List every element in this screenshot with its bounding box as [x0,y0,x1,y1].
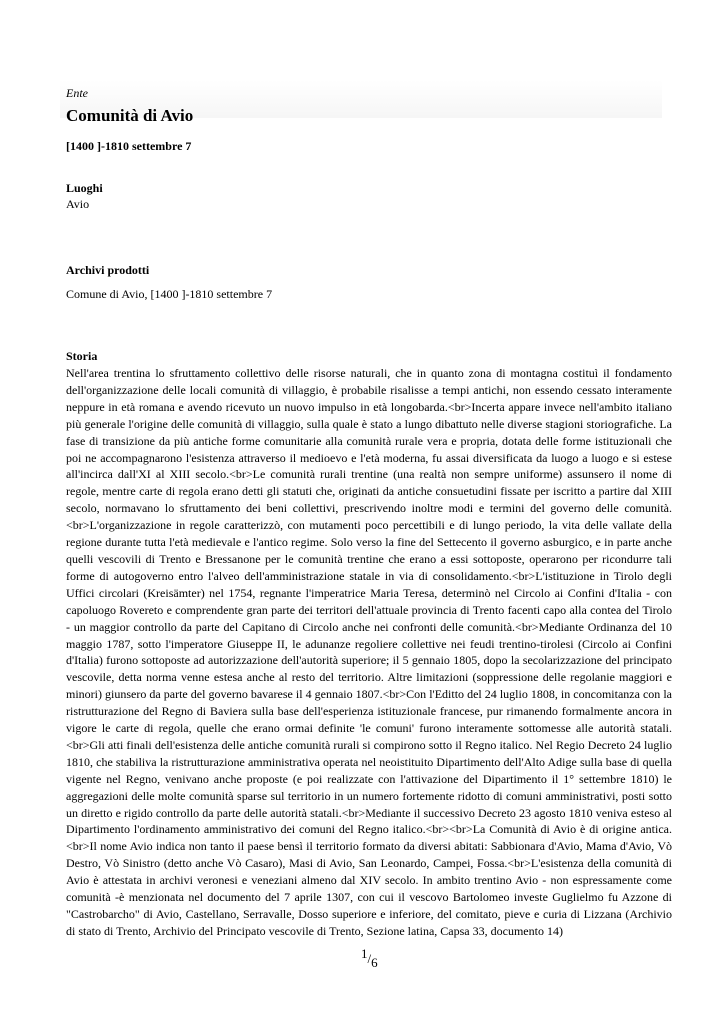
page-current: 1 [361,946,368,961]
places-value: Avio [66,197,90,211]
entity-title: Comunità di Avio [66,106,194,125]
page-separator: / [367,951,372,966]
entity-type-label: Ente [66,86,88,100]
places-heading: Luoghi [66,181,103,195]
page-total: 6 [371,955,378,970]
entity-dates: [1400 ]-1810 settembre 7 [66,139,192,153]
history-heading: Storia [66,349,98,363]
archives-value: Comune di Avio, [1400 ]-1810 settembre 7 [66,287,273,301]
archives-heading: Archivi prodotti [66,263,150,277]
page-number [361,946,378,970]
history-text: Nell'area trentina lo sfruttamento collettivo delle risorse naturali, che in quanto zona di montagna costituì il fondamento dell'organizzazione delle locali comunità di villaggio, è probabile risalisse a tempi antichi, non essendo cessato interamente neppure in età romana e avendo ricevuto un nuovo impulso in età longobarda.<br>Incerta appare invece nell'ambito italiano più generale l'origine delle comunità di villaggio, sulla quale è stato a lungo dibattuto nelle diverse stagioni storiografiche. La fase di transizione da più antiche forme comunitarie alla comunità rurale vera e propria, dotata delle forme istituzionali che poi ne accompagnarono l'esistenza attraverso il medioevo e l'età moderna, fu assai diversificata da luogo a luogo e si estese all'incirca dall'XI al XIII secolo.<br>Le comunità rurali trentine (una realtà non sempre uniforme) assunsero il nome di regole, mentre carte di regola erano detti gli statuti che, originati da antiche consuetudini fissate per iscritto a partire dal XIII secolo, normavano lo sfruttamento dei beni collettivi, prescrivendo inoltre modi e termini del governo delle comunità.<br>L'organizzazione in regole caratterizzò, con mutamenti poco percettibili e di lungo periodo, la vita delle vallate della regione durante tutta l'età medievale e l'antico regime. Solo verso la fine del Settecento il governo asburgico, e in parte anche quelli vescovili di Trento e Bressanone per le comunità trentine che erano a essi sottoposte, operarono per ricondurre tali forme di autogoverno entro l'alveo dell'amministrazione statale in via di consolidamento.<br>L'istituzione in Tirolo degli Uffici circolari (Kreisämter) nel 1754, regnante l'imperatrice Maria Teresa, determinò nel Circolo ai Confini d'Italia - con capoluogo Rovereto e comprendente gran parte dei territori dell'attuale provincia di Trento facenti capo alla contea del Tirolo - un maggior controllo da parte del Capitano di Circolo anche nei confronti delle comunità.<br>Mediante Ordinanza del 10 maggio 1787, sotto l'imperatore Giuseppe II, le adunanze regoliere collettive nei feudi trentino-tirolesi (Circolo ai Confini d'Italia) furono sottoposte ad autorizzazione dell'autorità superiore; il 5 gennaio 1805, dopo la secolarizzazione del principato vescovile, detta norma venne estesa anche al resto del territorio. Altre limitazioni (soppressione delle regolanie maggiori e minori) giunsero da parte del governo bavarese il 4 gennaio 1807.<br>Con l'Editto del 24 luglio 1808, in concomitanza con la ristrutturazione del Regno di Baviera sulla base dell'esperienza istituzionale francese, pur rimanendo formalmente ancora in vigore le carte di regola, quelle che erano ormai definite 'le comuni' furono interamente sottomesse alle autorità statali.<br>Gli atti finali dell'esistenza delle antiche comunità rurali si compirono sotto il Regno italico. Nel Regio Decreto 24 luglio 1810, che stabiliva la ristrutturazione amministrativa operata nel neoistituito Dipartimento dell'Alto Adige sulla base di quella vigente nel Regno, venivano anche proposte (e poi realizzate con l'attivazione del Dipartimento il 1° settembre 1810) le aggregazioni delle molte comunità sparse sul territorio in un numero fortemente ridotto di comuni amministrativi, posti sotto un diretto e rigido controllo da parte delle autorità statali.<br>Mediante il successivo Decreto 23 agosto 1810 veniva esteso al Dipartimento l'ordinamento amministrativo dei comuni del Regno italico.<br><br>La Comunità di Avio è di origine antica. <br>Il nome Avio indica non tanto il paese bensì il territorio formato da diversi abitati: Sabbionara d'Avio, Mama d'Avio, Vò Destro, Vò Sinistro (detto anche Vò Casaro), Masi di Avio, San Leonardo, Campei, Fossa.<br>L'esistenza della comunità di Avio è attestata in archivi veronesi e veneziani almeno dal XIV secolo. In ambito trentino Avio - non espressamente come comunità -è menzionata nel documento del 7 aprile 1307, con cui il vescovo Bartolomeo investe Guglielmo fu Azzone di "Castrobarcho" di Avio, Castellano, Serravalle, Dosso superiore e inferiore, del comitato, pieve e curia di Lizzana (Archivio di stato di Trento, Archivio del Principato vescovile di Trento, Sezione latina, Capsa 33, documento 14) [66,366,672,938]
